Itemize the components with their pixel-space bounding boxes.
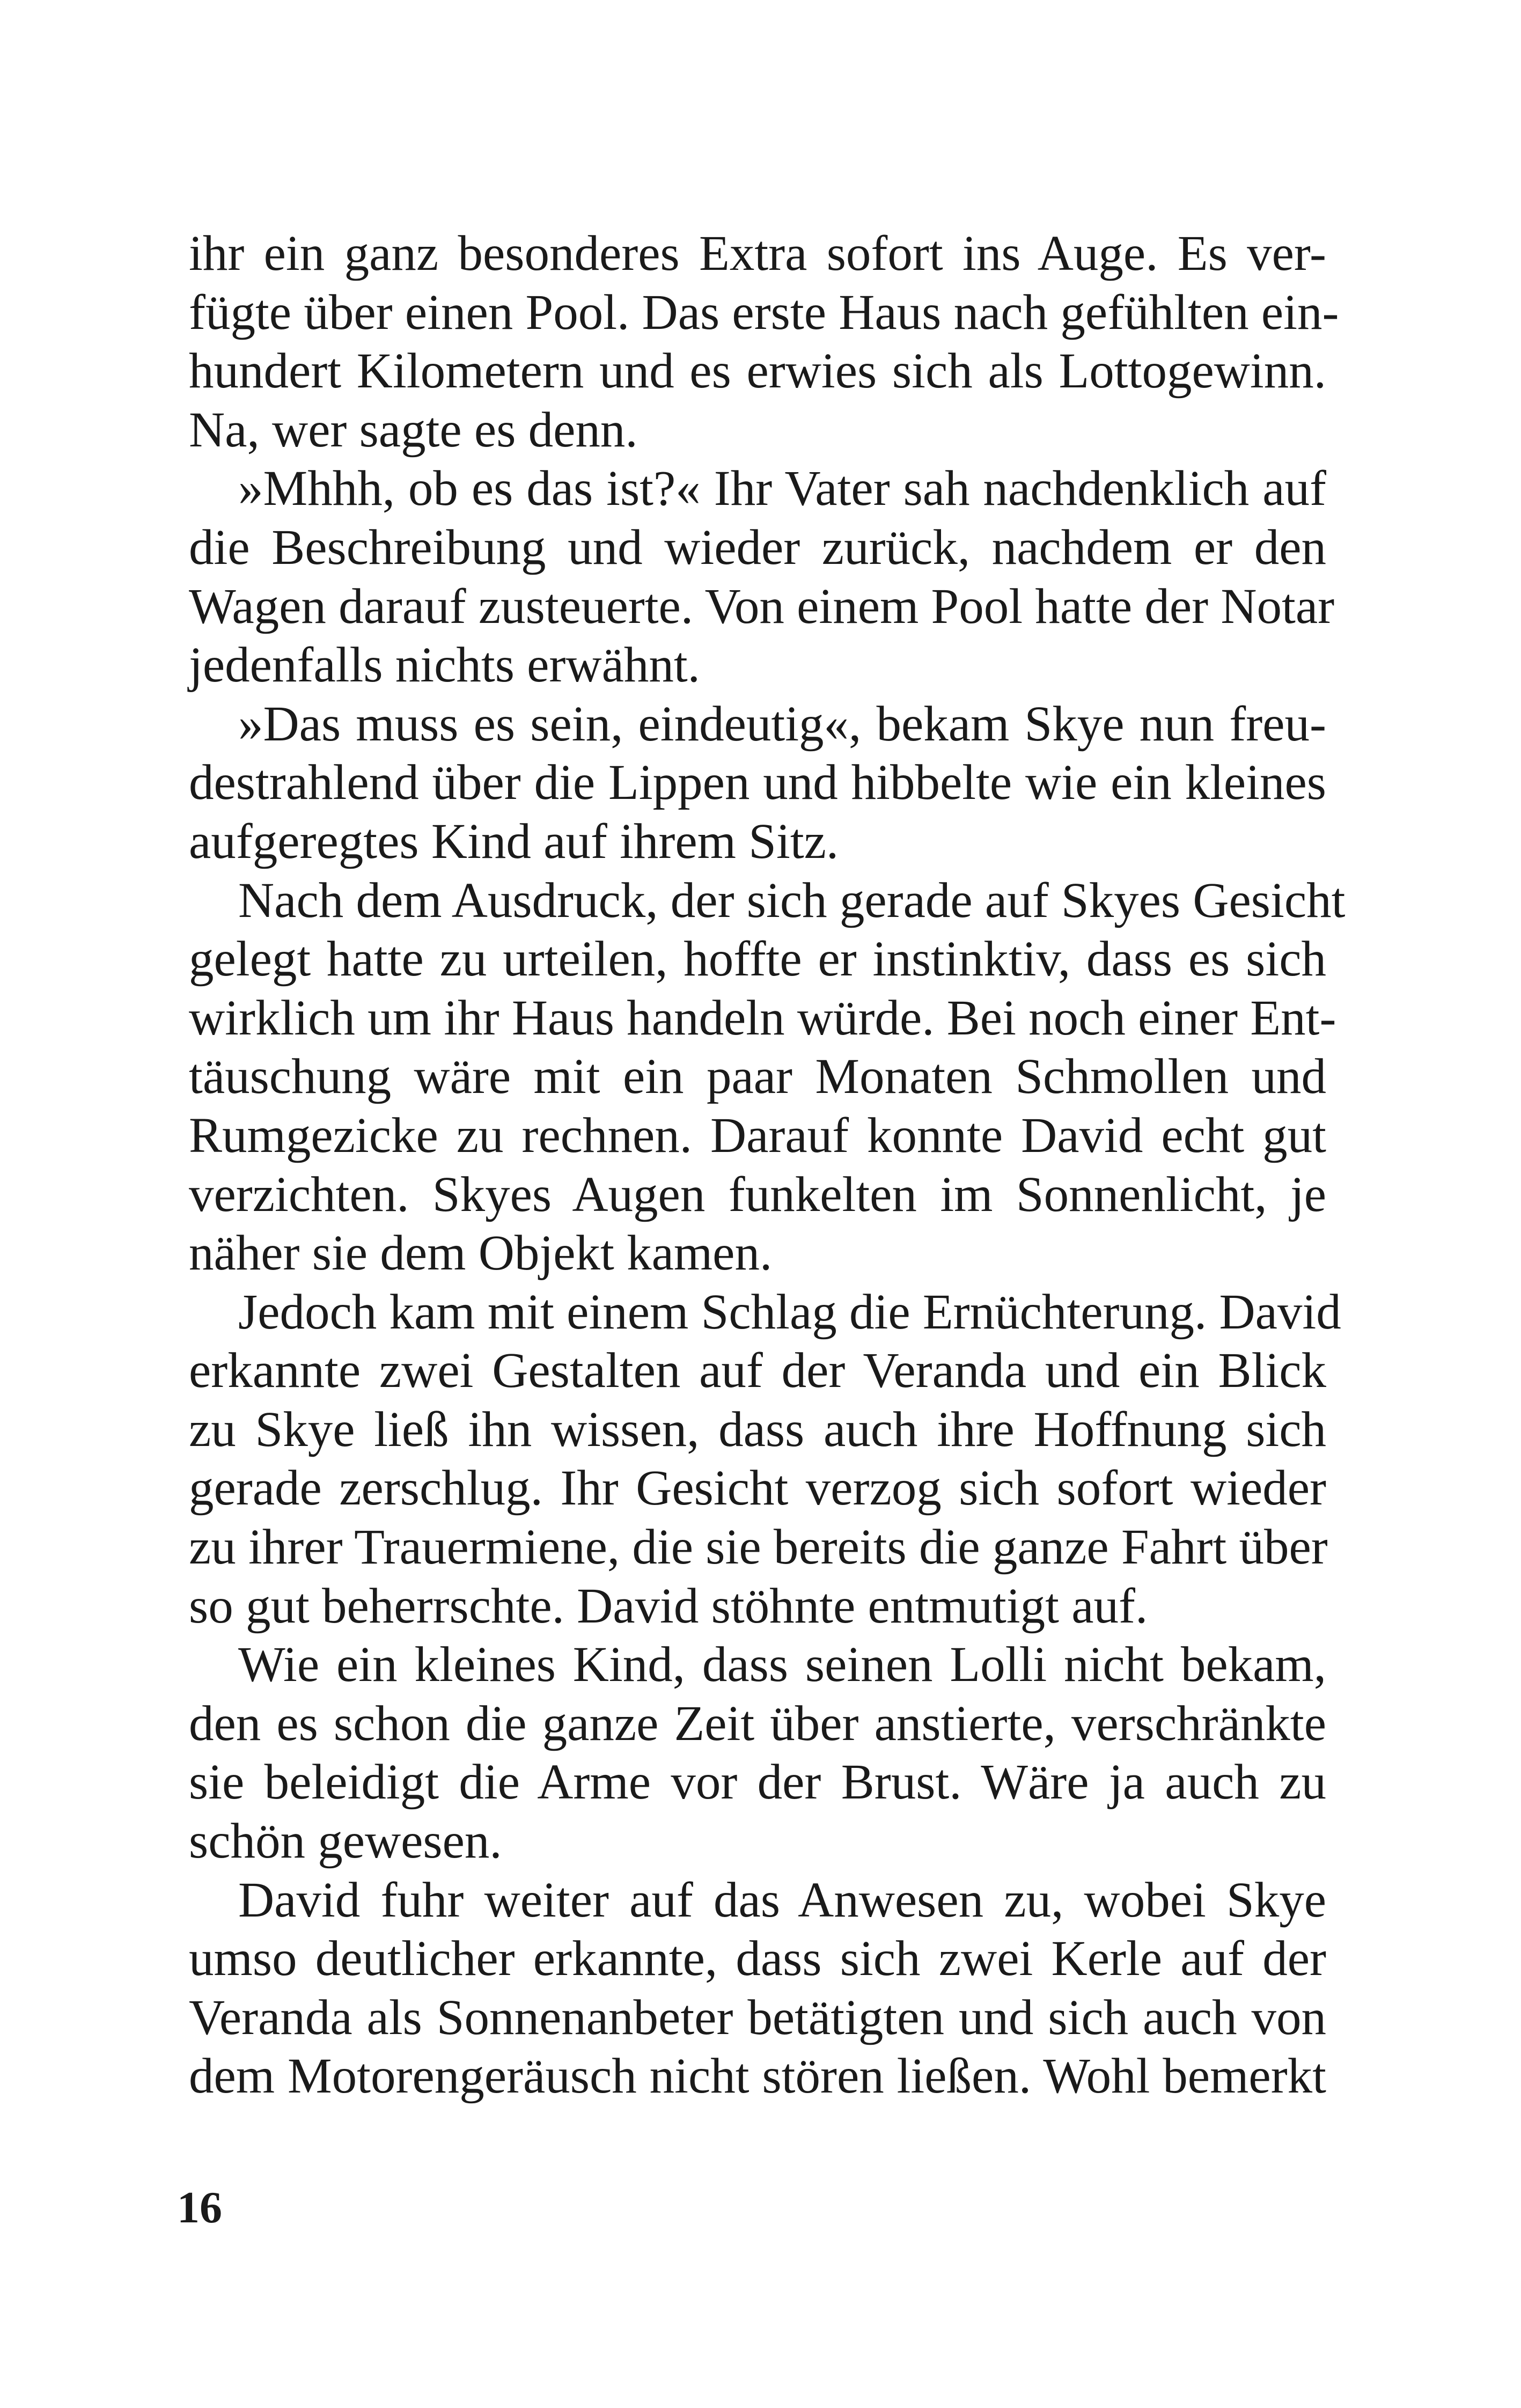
text-line: destrahlend über die Lippen und hibbelte wie ein kleines bbox=[189, 755, 1326, 811]
page-number: 16 bbox=[177, 2183, 222, 2233]
text-line: Wagen darauf zusteuerte. Von einem Pool hatte der Notar bbox=[189, 578, 1335, 634]
text-line: fügte über einen Pool. Das erste Haus nach gefühlten ein- bbox=[189, 284, 1339, 340]
text-line: »Das muss es sein, eindeutig«, bekam Skye nun freu- bbox=[238, 696, 1326, 752]
text-line: den es schon die ganze Zeit über anstierte, verschränkte bbox=[189, 1695, 1326, 1751]
text-line: Rumgezicke zu rechnen. Darauf konnte David echt gut bbox=[189, 1107, 1326, 1163]
text-line: die Beschreibung und wieder zurück, nachdem er den bbox=[189, 519, 1326, 575]
text-line: gelegt hatte zu urteilen, hoffte er instinktiv, dass es sich bbox=[189, 931, 1326, 987]
text-line: wirklich um ihr Haus handeln würde. Bei noch einer Ent- bbox=[189, 990, 1336, 1046]
text-line: sie beleidigt die Arme vor der Brust. Wäre ja auch zu bbox=[189, 1754, 1326, 1810]
text-line: so gut beherrschte. David stöhnte entmutigt auf. bbox=[189, 1578, 1148, 1634]
text-line: »Mhhh, ob es das ist?« Ihr Vater sah nachdenklich auf bbox=[238, 461, 1326, 517]
text-line: Nach dem Ausdruck, der sich gerade auf Skyes Gesicht bbox=[238, 872, 1346, 928]
text-line: aufgeregtes Kind auf ihrem Sitz. bbox=[189, 813, 839, 869]
text-line: Jedoch kam mit einem Schlag die Ernüchterung. David bbox=[238, 1284, 1341, 1340]
text-line: verzichten. Skyes Augen funkelten im Sonnenlicht, je bbox=[189, 1166, 1326, 1222]
text-line: schön gewesen. bbox=[189, 1814, 502, 1869]
text-line: täuschung wäre mit ein paar Monaten Schmollen und bbox=[189, 1049, 1326, 1105]
text-line: gerade zerschlug. Ihr Gesicht verzog sich sofort wieder bbox=[189, 1460, 1326, 1516]
text-line: ihr ein ganz besonderes Extra sofort ins Auge. Es ver- bbox=[189, 226, 1326, 281]
text-line: hundert Kilometern und es erwies sich als Lottogewinn. bbox=[189, 343, 1326, 399]
text-line: jedenfalls nichts erwähnt. bbox=[189, 637, 700, 693]
text-line: Veranda als Sonnenanbeter betätigten und sich auch von bbox=[189, 1989, 1326, 2045]
text-line: Na, wer sagte es denn. bbox=[189, 402, 638, 458]
text-line: näher sie dem Objekt kamen. bbox=[189, 1225, 773, 1281]
body-text bbox=[189, 224, 1346, 2106]
text-line: Wie ein kleines Kind, dass seinen Lolli nicht bekam, bbox=[238, 1637, 1326, 1693]
text-line: umso deutlicher erkannte, dass sich zwei Kerle auf der bbox=[189, 1931, 1326, 1987]
text-line: zu ihrer Trauermiene, die sie bereits die ganze Fahrt über bbox=[189, 1519, 1328, 1575]
text-line: erkannte zwei Gestalten auf der Veranda und ein Blick bbox=[189, 1343, 1326, 1399]
text-line: dem Motorengeräusch nicht stören ließen. Wohl bemerkt bbox=[189, 2049, 1326, 2104]
text-line: zu Skye ließ ihn wissen, dass auch ihre Hoffnung sich bbox=[189, 1401, 1326, 1457]
text-line: David fuhr weiter auf das Anwesen zu, wobei Skye bbox=[238, 1872, 1326, 1928]
